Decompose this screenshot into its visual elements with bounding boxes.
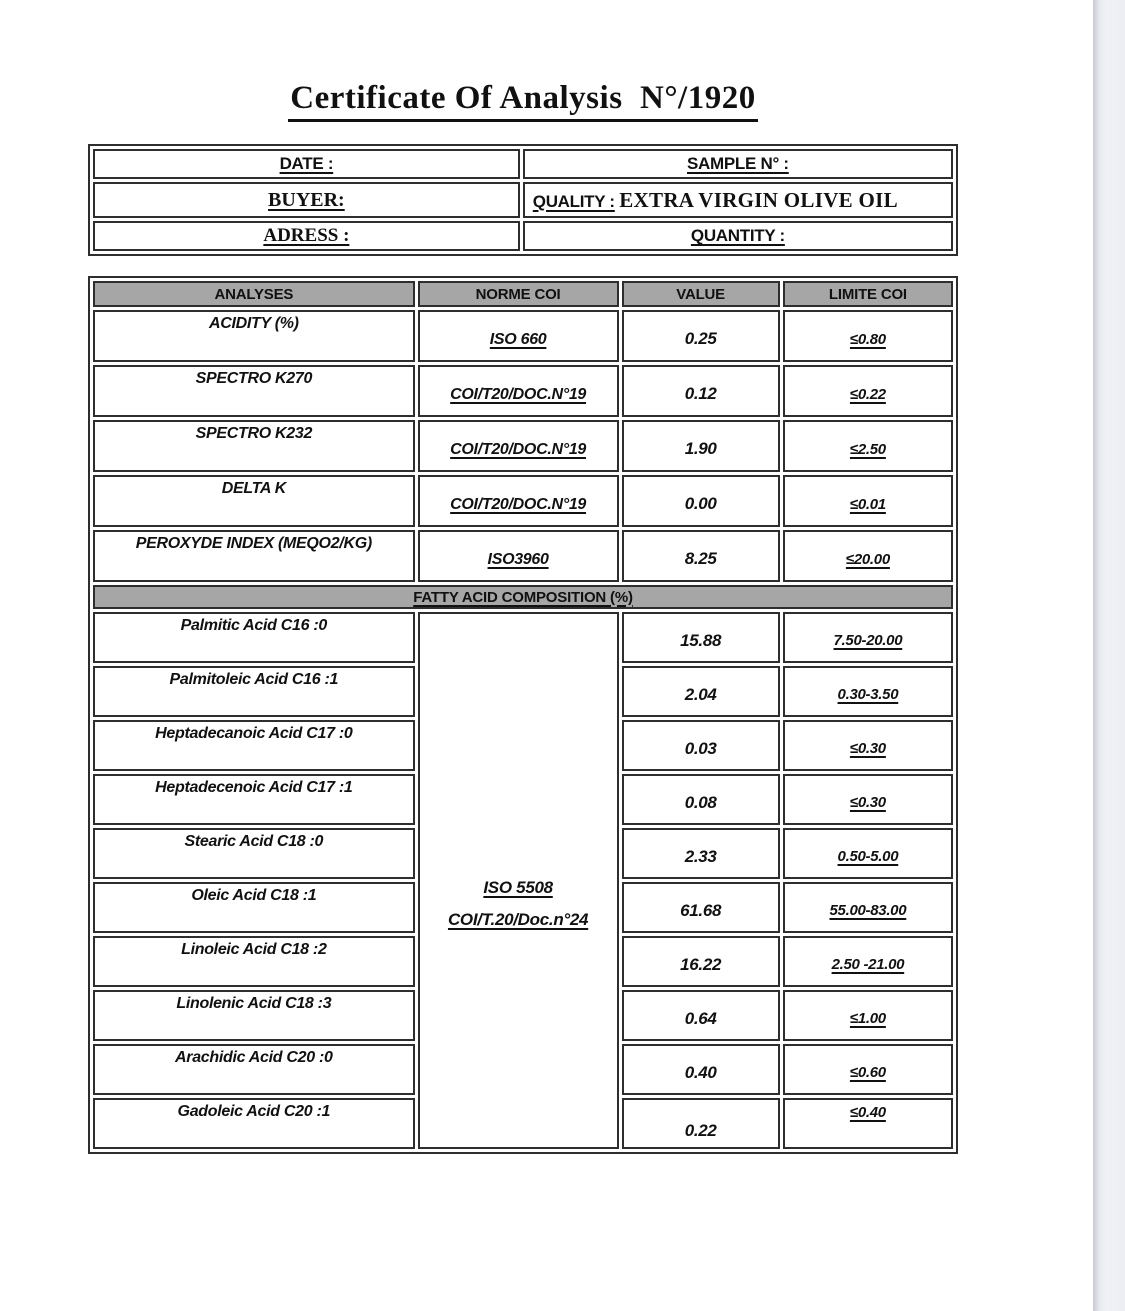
norme-cell: COI/T20/DOC.N°19 <box>418 475 619 527</box>
table-row <box>93 420 953 472</box>
value-cell: 0.40 <box>622 1044 780 1095</box>
info-row-adress-quantity <box>93 221 953 251</box>
column-header-value: VALUE <box>622 281 780 307</box>
quality-value: EXTRA VIRGIN OLIVE OIL <box>619 187 898 212</box>
limit-cell: 0.50-5.00 <box>783 828 953 879</box>
analysis-name-cell: Stearic Acid C18 :0 <box>93 828 415 879</box>
buyer-label: BUYER: <box>268 188 345 211</box>
limit-cell: ≤0.60 <box>783 1044 953 1095</box>
header-row <box>93 281 953 307</box>
limit-cell: ≤0.30 <box>783 720 953 771</box>
analysis-name-cell: Palmitic Acid C16 :0 <box>93 612 415 663</box>
table-row <box>93 365 953 417</box>
section-header-row <box>93 585 953 609</box>
fatty-norme-line2: COI/T.20/Doc.n°24 <box>447 909 589 929</box>
analysis-name-cell: DELTA K <box>93 475 415 527</box>
buyer-cell <box>93 182 520 218</box>
column-header-norme-coi: NORME COI <box>418 281 619 307</box>
value-cell: 0.64 <box>622 990 780 1041</box>
table-row <box>93 310 953 362</box>
analysis-name-cell: Heptadecenoic Acid C17 :1 <box>93 774 415 825</box>
value-cell: 0.08 <box>622 774 780 825</box>
analysis-name-cell: Arachidic Acid C20 :0 <box>93 1044 415 1095</box>
norme-cell: COI/T20/DOC.N°19 <box>418 365 619 417</box>
column-header-analyses: ANALYSES <box>93 281 415 307</box>
limit-cell: ≤20.00 <box>783 530 953 582</box>
limit-cell: 2.50 -21.00 <box>783 936 953 987</box>
limit-cell: ≤0.22 <box>783 365 953 417</box>
page-edge-gutter <box>1093 0 1125 1311</box>
limit-cell: ≤2.50 <box>783 420 953 472</box>
analysis-name-cell: Oleic Acid C18 :1 <box>93 882 415 933</box>
value-cell: 61.68 <box>622 882 780 933</box>
table-row <box>93 612 953 663</box>
date-label: DATE : <box>279 154 334 173</box>
analysis-name-cell: Heptadecanoic Acid C17 :0 <box>93 720 415 771</box>
value-cell: 0.00 <box>622 475 780 527</box>
norme-cell: ISO3960 <box>418 530 619 582</box>
quality-cell <box>523 182 953 218</box>
info-row-date-sample <box>93 149 953 179</box>
analysis-name-cell: Palmitoleic Acid C16 :1 <box>93 666 415 717</box>
analysis-name-cell: SPECTRO K232 <box>93 420 415 472</box>
adress-cell <box>93 221 520 251</box>
norme-cell: ISO 660 <box>418 310 619 362</box>
table-row <box>93 475 953 527</box>
value-cell: 1.90 <box>622 420 780 472</box>
fatty-norme-line1: ISO 5508 <box>483 877 553 897</box>
analysis-table <box>88 276 958 1154</box>
value-cell: 8.25 <box>622 530 780 582</box>
analysis-name-cell: ACIDITY (%) <box>93 310 415 362</box>
fatty-acid-section-header: FATTY ACID COMPOSITION (%) <box>93 585 953 609</box>
limit-cell: 55.00-83.00 <box>783 882 953 933</box>
quantity-cell <box>523 221 953 251</box>
page-title: Certificate Of Analysis N°/1920 <box>88 80 958 117</box>
value-cell: 0.22 <box>622 1098 780 1149</box>
analysis-name-cell: Linoleic Acid C18 :2 <box>93 936 415 987</box>
info-table <box>88 144 958 256</box>
value-cell: 2.04 <box>622 666 780 717</box>
limit-cell: ≤0.01 <box>783 475 953 527</box>
norme-cell: COI/T20/DOC.N°19 <box>418 420 619 472</box>
limit-cell: ≤1.00 <box>783 990 953 1041</box>
analysis-name-cell: SPECTRO K270 <box>93 365 415 417</box>
value-cell: 0.03 <box>622 720 780 771</box>
quality-label: QUALITY : <box>532 191 615 211</box>
limit-cell: ≤0.40 <box>783 1098 953 1149</box>
sample-cell <box>523 149 953 179</box>
limit-cell: ≤0.30 <box>783 774 953 825</box>
fatty-norme-cell <box>418 612 619 1149</box>
column-header-limite-coi: LIMITE COI <box>783 281 953 307</box>
quantity-label: QUANTITY : <box>690 226 785 245</box>
info-row-buyer-quality <box>93 182 953 218</box>
value-cell: 15.88 <box>622 612 780 663</box>
analysis-name-cell: Gadoleic Acid C20 :1 <box>93 1098 415 1149</box>
limit-cell: 0.30-3.50 <box>783 666 953 717</box>
value-cell: 2.33 <box>622 828 780 879</box>
limit-cell: ≤0.80 <box>783 310 953 362</box>
adress-label: ADRESS : <box>263 225 350 246</box>
analysis-name-cell: PEROXYDE INDEX (MEQO2/KG) <box>93 530 415 582</box>
table-row <box>93 530 953 582</box>
limit-cell: 7.50-20.00 <box>783 612 953 663</box>
value-cell: 0.25 <box>622 310 780 362</box>
analysis-name-cell: Linolenic Acid C18 :3 <box>93 990 415 1041</box>
value-cell: 16.22 <box>622 936 780 987</box>
value-cell: 0.12 <box>622 365 780 417</box>
sample-number-label: SAMPLE N° : <box>687 154 789 173</box>
date-cell <box>93 149 520 179</box>
